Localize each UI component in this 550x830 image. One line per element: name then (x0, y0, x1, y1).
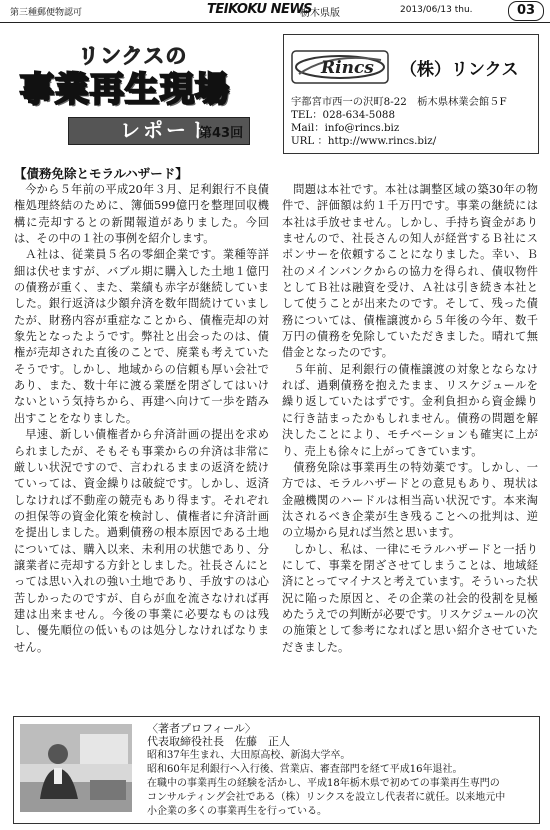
profile-line: 代表取締役社長 佐藤 正人 (147, 735, 290, 748)
company-name: （株）リンクス (400, 60, 519, 80)
profile-line: 小企業の多くの事業再生を行っている。 (147, 806, 327, 817)
title-banner-text: レポート (120, 118, 212, 142)
paragraph: 今から５年前の平成20年３月、足利銀行不良債権処理終結のために、簿価599億円を整理回収機構に売却するとの新聞報道がありました。今回は、その中の１社の事例を紹介します。 (14, 183, 269, 246)
title-line-1: リンクスの (78, 44, 188, 68)
profile-line: 昭和37年生まれ、大田原高校、新潟大学卒。 (147, 750, 351, 761)
logo-text: Rincs (321, 58, 374, 78)
company-address: 宇都宮市西一の沢町8-22 栃木県林業会館５F (291, 96, 507, 108)
issue-number: 第43回 (199, 126, 244, 141)
article-left-column (14, 182, 269, 656)
issue-date: 2013/06/13 thu. (400, 5, 473, 15)
profile-line: コンサルティング会社である（株）リンクスを設立し代表者に就任。以来地元中 (147, 792, 506, 803)
company-url: URL ：http://www.rincs.biz/ (291, 135, 437, 147)
paragraph: 早速、新しい債権者から弁済計画の提出を求められましたが、そもそも事業からの弁済は非常に厳しい状況ですので、言われるままの返済を続けていっては、資金繰りは破綻です。しかし、返済しなければ不動産の競売もあり得ます。それぞれの担保等の資金化策を検討し、債権者に弁済計画を提出しました。過剰債務の根本原因である土地については、購入以来、未利用の状態であり、分譲業者に売却する方針としました。社長さんにとっては思い入れの強い土地であり、手放すのは心苦しかったのですが、自らが血を流さなければ再建は出来ません。今後の事業に必要なものは残し、優先順位の低いものは処分しなければなりません。 (14, 428, 269, 654)
paragraph: ５年前、足利銀行の債権譲渡の対象とならなければ、過剰債務を抱えたまま、リスケジュールを繰り返していたはずです。金利負担から資金繰りに行き詰まったかもしれません。債務の問題を解決したことにより、モチベーションも確実に上がり、売上も徐々に上がってきています。 (282, 362, 538, 458)
page-header (0, 0, 550, 23)
paragraph: 問題は本社です。本社は調整区域の築30年の物件で、評価額は約１千万円です。事業の継続には本社は手放せません。しかし、手持ち資金がありませんので、社長さんの知人が経営するＢ社にスポンサーを依頼することになりました。幸い、Ｂ社のメインバンクからの協力を得られ、債収物件としてＢ社は融資を受け、Ａ社は引き続き本社として使うことが出来たのです。そして、残った債務については、債権譲渡から５年後の今年、数千万円の債務を免除していただきました。晴れて無借金となったのです。 (282, 183, 538, 360)
edition-region: 栃木県版 (300, 8, 340, 19)
rincs-logo-icon (291, 50, 389, 84)
title-line-2: 事業再生現場 (20, 70, 230, 110)
profile-heading: 〈著者プロフィール〉 (147, 722, 256, 735)
page-number: 03 (508, 1, 544, 21)
paragraph: 債務免除は事業再生の特効薬です。しかし、一方では、モラルハザードとの意見もあり、現状は金融機関のハードルは相当高い状況です。本来淘汰されるべき企業が生き残ることへの批判は、逆の立場から見れば当然と思います。 (282, 460, 538, 540)
author-photo (20, 724, 132, 812)
company-tel: TEL：028-634-5088 (291, 109, 395, 121)
section-title: 【債務免除とモラルハザード】 (14, 166, 188, 181)
company-mail: Mail：info@rincs.biz (291, 122, 400, 134)
article-right-column (282, 182, 538, 656)
newspaper-name: TEIKOKU NEWS (207, 2, 313, 17)
postal-permit: 第三種郵便物認可 (10, 8, 83, 18)
paragraph: Ａ社は、従業員５名の零細企業です。業種等詳細は伏せますが、バブル期に購入した土地１億円の債務が重く、また、業績も赤字が継続していました。銀行返済は少額弁済を数年間続けていましたが、財務内容が重症なことから、債権売却の対象先となったようです。弊社と出会ったのは、債権が売却された直後のことで、廃業も考えていたそうです。しかし、地域からの信頼も厚い会社であり、また、数十年に渡る業歴を閉ざしてはいけないという気持ちから、再建へ向けて一歩を踏み出すことをなりました。 (14, 248, 269, 425)
profile-line: 昭和60年足利銀行へ入行後、営業店、審査部門を経て平成16年退社。 (147, 764, 463, 775)
paragraph: しかし、私は、一律にモラルハザードと一括りにして、事業を閉ざさせてしまうことは、地域経済にとってマイナスと考えています。そういった状況に陥った原因と、その企業の社会的役割を見極めたうえでの判断が必要です。リスケジュールの次の施策として参考になればと思い紹介させていただきました。 (282, 542, 538, 654)
profile-line: 在職中の事業再生の経験を活かし、平成18年栃木県で初めての事業再生専門の (147, 778, 500, 789)
